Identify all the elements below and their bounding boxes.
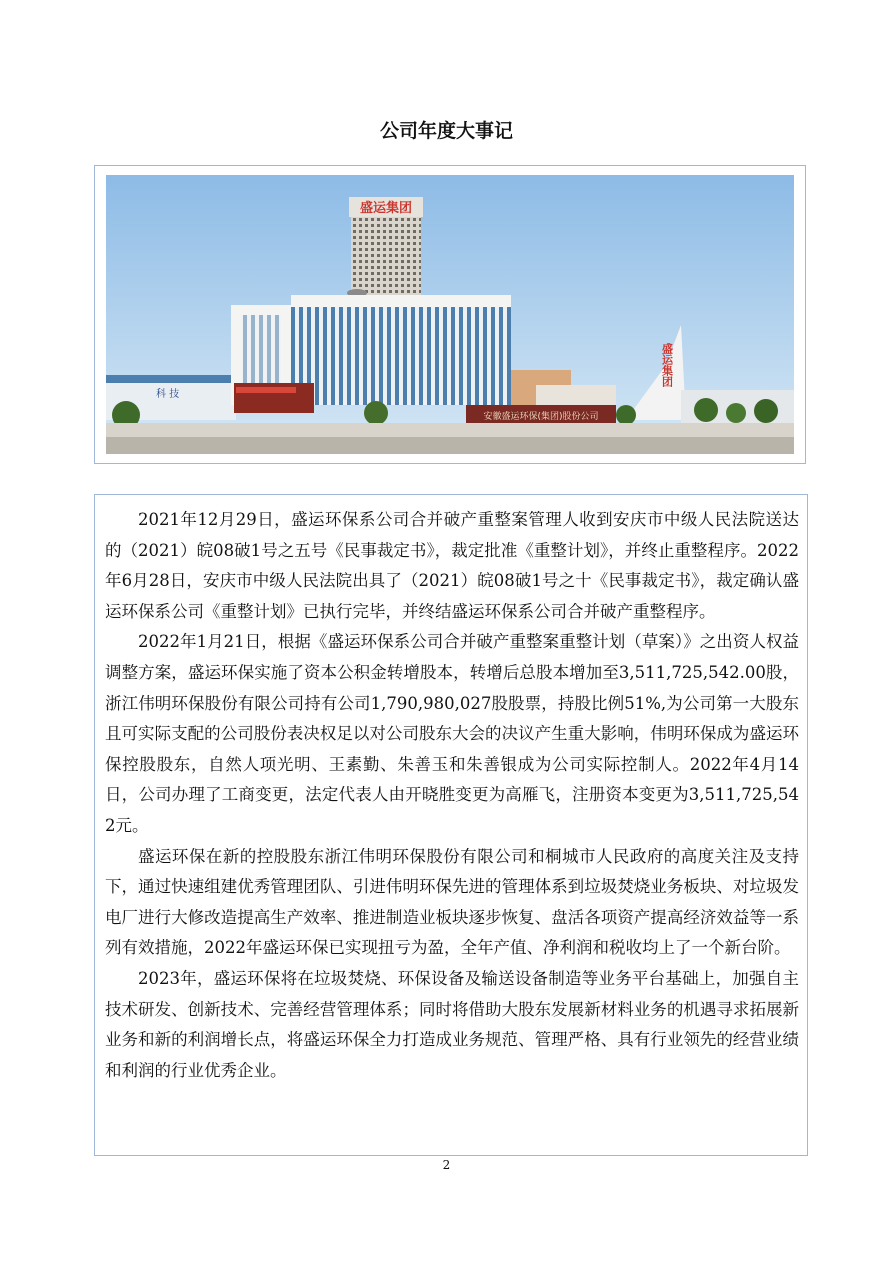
paragraph-2: 2022年1月21日，根据《盛运环保系公司合并破产重整案重整计划（草案）》之出资人权益调整方案，盛运环保实施了资本公积金转增股本，转增后总股本增加至3,511,725,542.00股，浙江伟明环保股份有限公司持有公司1,790,980,027股股票，持股比例51%,为公司第一大股东且可实际支配的公司股份表决权足以对公司股东大会的决议产生重大影响，伟明环保成为盛运环保控股股东，自然人项光明、王素勤、朱善玉和朱善银成为公司实际控制人。2022年4月14日，公司办理了工商变更，法定代表人由开晓胜变更为高雁飞，注册资本变更为3,511,725,542元。 — [105, 632, 799, 835]
events-body — [105, 505, 799, 1086]
paragraph-4: 2023年，盛运环保将在垃圾焚烧、环保设备及输送设备制造等业务平台基础上，加强自主技术研发、创新技术、完善经营管理体系；同时将借助大股东发展新材料业务的机遇寻求拓展新业务和新的利润增长点，将盛运环保全力打造成业务规范、管理严格、具有行业领先的经营业绩和利润的行业优秀企业。 — [105, 968, 799, 1080]
page-number: 2 — [442, 1158, 451, 1172]
page-title: 公司年度大事记 — [379, 120, 513, 142]
monument-sign: 盛运集团 — [660, 343, 674, 387]
photo-frame — [94, 165, 806, 464]
base-sign: 安徽盛运环保(集团)股份公司 — [483, 412, 599, 422]
building-sign: 科 技 — [156, 389, 180, 400]
text-frame — [94, 494, 808, 1156]
paragraph-1: 2021年12月29日，盛运环保系公司合并破产重整案管理人收到安庆市中级人民法院送达的（2021）皖08破1号之五号《民事裁定书》，裁定批准《重整计划》，并终止重整程序。2022年6月28日，安庆市中级人民法院出具了（2021）皖08破1号之十《民事裁定书》，裁定确认盛运环保系公司《重整计划》已执行完毕，并终结盛运环保系公司合并破产重整程序。 — [105, 510, 799, 621]
paragraph-3: 盛运环保在新的控股股东浙江伟明环保股份有限公司和桐城市人民政府的高度关注及支持下，通过快速组建优秀管理团队、引进伟明环保先进的管理体系到垃圾焚烧业务板块、对垃圾发电厂进行大修改造提高生产效率、推进制造业板块逐步恢复、盘活各项资产提高经济效益等一系列有效措施，2022年盛运环保已实现扭亏为盈，全年产值、净利润和税收均上了一个新台阶。 — [105, 846, 799, 958]
company-headquarters-photo — [106, 175, 794, 454]
tower-sign: 盛运集团 — [359, 201, 413, 216]
